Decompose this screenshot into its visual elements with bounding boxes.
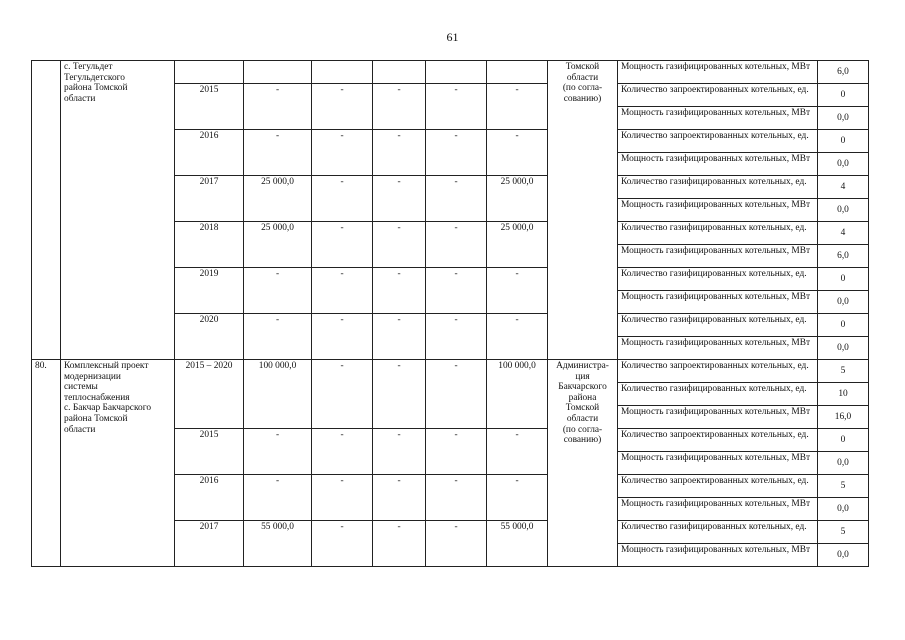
table-row <box>32 360 869 383</box>
amount-cell: - <box>373 176 426 222</box>
responsible-executor: Администра- ция Бакчарского района Томской области (по согла- сованию) <box>548 360 618 567</box>
amount-cell: - <box>312 222 373 268</box>
year-cell <box>175 61 244 84</box>
table-body <box>32 61 869 567</box>
indicator-label: Мощность газифицированных котельных, МВт <box>618 61 818 84</box>
amount-cell: - <box>244 429 312 475</box>
amount-cell: - <box>487 84 548 130</box>
indicator-label: Мощность газифицированных котельных, МВт <box>618 452 818 475</box>
amount-cell: - <box>373 360 426 429</box>
indicator-value: 0 <box>818 268 869 291</box>
indicator-label: Количество запроектированных котельных, ед. <box>618 84 818 107</box>
amount-cell: - <box>426 475 487 521</box>
indicator-value: 5 <box>818 521 869 544</box>
amount-cell: - <box>244 475 312 521</box>
amount-cell: - <box>373 84 426 130</box>
item-number: 80. <box>32 360 61 567</box>
table-row <box>32 61 869 84</box>
amount-cell <box>244 61 312 84</box>
indicator-value: 4 <box>818 222 869 245</box>
indicator-value: 0,0 <box>818 498 869 521</box>
amount-cell: - <box>426 176 487 222</box>
indicator-label: Количество газифицированных котельных, ед. <box>618 222 818 245</box>
amount-cell <box>312 61 373 84</box>
amount-cell: 55 000,0 <box>244 521 312 567</box>
year-cell: 2018 <box>175 222 244 268</box>
indicator-value: 5 <box>818 475 869 498</box>
amount-cell: - <box>312 130 373 176</box>
amount-cell: - <box>426 84 487 130</box>
indicator-label: Мощность газифицированных котельных, МВт <box>618 544 818 567</box>
amount-cell: 25 000,0 <box>244 222 312 268</box>
year-cell: 2019 <box>175 268 244 314</box>
amount-cell: - <box>373 130 426 176</box>
amount-cell: - <box>426 268 487 314</box>
indicator-label: Мощность газифицированных котельных, МВт <box>618 245 818 268</box>
indicator-label: Мощность газифицированных котельных, МВт <box>618 199 818 222</box>
indicator-value: 6,0 <box>818 245 869 268</box>
indicator-value: 16,0 <box>818 406 869 429</box>
amount-cell: - <box>426 314 487 360</box>
amount-cell: - <box>244 84 312 130</box>
amount-cell: - <box>312 429 373 475</box>
amount-cell: - <box>244 130 312 176</box>
amount-cell: 55 000,0 <box>487 521 548 567</box>
indicator-value: 0,0 <box>818 452 869 475</box>
amount-cell: - <box>244 268 312 314</box>
amount-cell: - <box>312 475 373 521</box>
indicator-value: 0 <box>818 130 869 153</box>
amount-cell: - <box>312 268 373 314</box>
indicator-label: Количество газифицированных котельных, ед. <box>618 383 818 406</box>
indicator-label: Количество запроектированных котельных, ед. <box>618 130 818 153</box>
program-table <box>31 60 869 567</box>
amount-cell: - <box>426 521 487 567</box>
project-name: с. Тегульдет Тегульдетского района Томской области <box>61 61 175 360</box>
indicator-label: Мощность газифицированных котельных, МВт <box>618 406 818 429</box>
responsible-executor: Томской области (по согла- сованию) <box>548 61 618 360</box>
amount-cell: - <box>373 222 426 268</box>
amount-cell: - <box>487 130 548 176</box>
indicator-value: 0,0 <box>818 337 869 360</box>
indicator-label: Количество газифицированных котельных, ед. <box>618 314 818 337</box>
amount-cell: 100 000,0 <box>487 360 548 429</box>
indicator-label: Количество запроектированных котельных, ед. <box>618 429 818 452</box>
indicator-value: 5 <box>818 360 869 383</box>
indicator-value: 0 <box>818 314 869 337</box>
indicator-value: 0 <box>818 84 869 107</box>
indicator-label: Количество запроектированных котельных, ед. <box>618 475 818 498</box>
page-number: 61 <box>446 30 459 44</box>
amount-cell: - <box>312 314 373 360</box>
indicator-label: Количество газифицированных котельных, ед. <box>618 268 818 291</box>
amount-cell: - <box>373 268 426 314</box>
amount-cell: - <box>244 314 312 360</box>
indicator-value: 0,0 <box>818 291 869 314</box>
amount-cell: 25 000,0 <box>244 176 312 222</box>
indicator-value: 0,0 <box>818 544 869 567</box>
amount-cell <box>487 61 548 84</box>
amount-cell: - <box>312 84 373 130</box>
indicator-label: Мощность газифицированных котельных, МВт <box>618 337 818 360</box>
indicator-value: 0,0 <box>818 107 869 130</box>
project-name: Комплексный проект модернизации системы теплоснабжения с. Бакчар Бакчарского района Томской области <box>61 360 175 567</box>
indicator-label: Мощность газифицированных котельных, МВт <box>618 498 818 521</box>
indicator-value: 10 <box>818 383 869 406</box>
amount-cell: - <box>426 429 487 475</box>
year-cell: 2015 <box>175 429 244 475</box>
indicator-value: 0,0 <box>818 199 869 222</box>
indicator-label: Мощность газифицированных котельных, МВт <box>618 107 818 130</box>
year-cell: 2015 <box>175 84 244 130</box>
amount-cell <box>373 61 426 84</box>
amount-cell: - <box>426 360 487 429</box>
amount-cell: 25 000,0 <box>487 222 548 268</box>
indicator-label: Количество газифицированных котельных, ед. <box>618 176 818 199</box>
indicator-label: Количество газифицированных котельных, ед. <box>618 521 818 544</box>
year-cell: 2015 – 2020 <box>175 360 244 429</box>
amount-cell: - <box>312 521 373 567</box>
year-cell: 2016 <box>175 130 244 176</box>
amount-cell: - <box>487 429 548 475</box>
indicator-label: Количество запроектированных котельных, ед. <box>618 360 818 383</box>
amount-cell: - <box>373 521 426 567</box>
amount-cell: - <box>312 360 373 429</box>
amount-cell: 25 000,0 <box>487 176 548 222</box>
year-cell: 2020 <box>175 314 244 360</box>
indicator-label: Мощность газифицированных котельных, МВт <box>618 291 818 314</box>
amount-cell: - <box>426 130 487 176</box>
amount-cell: - <box>487 475 548 521</box>
indicator-value: 0,0 <box>818 153 869 176</box>
amount-cell: - <box>487 268 548 314</box>
amount-cell <box>426 61 487 84</box>
indicator-value: 0 <box>818 429 869 452</box>
item-number <box>32 61 61 360</box>
year-cell: 2017 <box>175 176 244 222</box>
amount-cell: - <box>373 314 426 360</box>
amount-cell: - <box>312 176 373 222</box>
amount-cell: - <box>373 475 426 521</box>
amount-cell: - <box>426 222 487 268</box>
indicator-value: 6,0 <box>818 61 869 84</box>
amount-cell: - <box>487 314 548 360</box>
year-cell: 2016 <box>175 475 244 521</box>
indicator-label: Мощность газифицированных котельных, МВт <box>618 153 818 176</box>
year-cell: 2017 <box>175 521 244 567</box>
amount-cell: 100 000,0 <box>244 360 312 429</box>
amount-cell: - <box>373 429 426 475</box>
indicator-value: 4 <box>818 176 869 199</box>
